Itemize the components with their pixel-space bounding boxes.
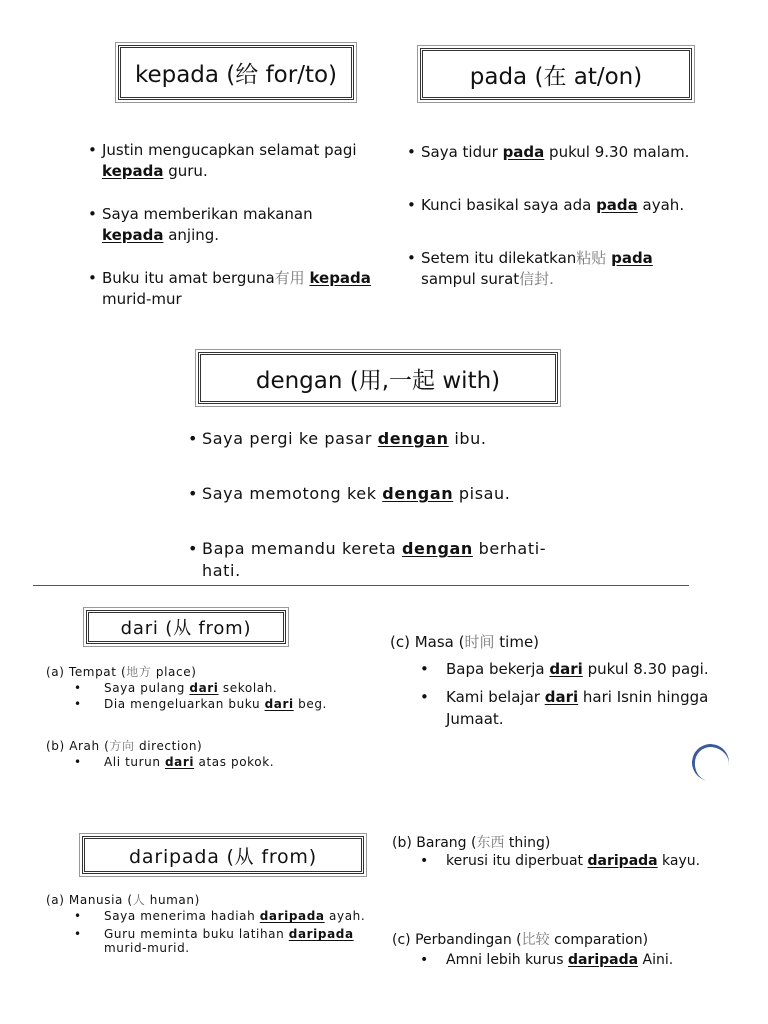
list-item: • Kami belajar dari hari Isnin hingga Jumaat. [420, 686, 710, 730]
keyword: kepada [102, 226, 164, 244]
keyword: pada [596, 196, 638, 214]
list-item: • Bapa memandu kereta dengan berhati-hati. [188, 538, 548, 582]
dari-arah-list [46, 755, 376, 769]
keyword: daripada [259, 909, 325, 923]
list-item: • Saya tidur pada pukul 9.30 malam. [407, 142, 707, 163]
keyword: kepada [102, 162, 164, 180]
list-item: • Guru meminta buku latihan daripada murid-murid. [74, 927, 376, 955]
daripada-barang-list [420, 852, 720, 871]
list-item: • kerusi itu diperbuat daripada kayu. [420, 852, 720, 871]
keyword: daripada [587, 853, 658, 869]
daripada-manusia-heading: (a) Manusia (人 human) [46, 893, 200, 907]
keyword: dari [189, 681, 219, 695]
dengan-title: dengan (用,一起 with) [255, 367, 501, 394]
daripada-perbandingan-list [420, 951, 740, 970]
dari-arah-heading: (b) Arah (方向 direction) [46, 739, 203, 753]
daripada-barang-heading: (b) Barang (东西 thing) [392, 835, 551, 851]
list-item: • Saya menerima hadiah daripada ayah. [74, 909, 376, 923]
keyword: dari [164, 755, 195, 769]
keyword: dari [544, 688, 579, 706]
daripada-manusia-list [46, 909, 376, 955]
list-item: • Amni lebih kurus daripada Aini. [420, 951, 740, 970]
daripada-title: daripada (从 from) [129, 845, 317, 868]
dari-tempat-list [46, 681, 376, 711]
pada-title: pada (在 at/on) [469, 63, 643, 90]
keyword: dari [549, 660, 583, 678]
keyword: dari [264, 697, 294, 711]
keyword: dengan [401, 539, 473, 558]
dengan-list [188, 428, 548, 582]
list-item: • Dia mengeluarkan buku dari beg. [74, 697, 376, 711]
kepada-list [88, 140, 378, 310]
list-item: • Setem itu dilekatkan粘贴 pada sampul surat信封. [407, 248, 707, 290]
list-item: • Bapa bekerja dari pukul 8.30 pagi. [420, 658, 710, 680]
dari-title-box [86, 610, 286, 644]
decorative-curve-icon [689, 741, 732, 784]
dari-masa-heading: (c) Masa (时间 time) [390, 633, 540, 651]
keyword: dengan [377, 429, 449, 448]
list-item: • Saya memberikan makanan kepada anjing. [88, 204, 378, 246]
pada-list [407, 142, 707, 290]
dari-tempat-heading: (a) Tempat (地方 place) [46, 665, 197, 679]
keyword: pada [611, 249, 653, 267]
list-item: • Justin mengucapkan selamat pagi kepada guru. [88, 140, 378, 182]
list-item: • Kunci basikal saya ada pada ayah. [407, 195, 707, 216]
kepada-title: kepada (给 for/to) [134, 62, 338, 88]
keyword: daripada [567, 952, 639, 968]
keyword: dengan [382, 484, 454, 503]
dari-title: dari (从 from) [120, 618, 252, 639]
keyword: daripada [288, 927, 354, 941]
keyword: kepada [309, 269, 371, 287]
dari-masa-list [420, 658, 710, 730]
section-divider [33, 585, 689, 586]
daripada-title-box [82, 836, 364, 874]
list-item: • Saya pulang dari sekolah. [74, 681, 376, 695]
daripada-perbandingan-heading: (c) Perbandingan (比较 comparation) [392, 932, 649, 948]
list-item: • Saya pergi ke pasar dengan ibu. [188, 428, 548, 450]
list-item: • Ali turun dari atas pokok. [74, 755, 376, 769]
list-item: • Buku itu amat berguna有用 kepada murid-mur [88, 268, 378, 310]
list-item: • Saya memotong kek dengan pisau. [188, 483, 548, 505]
keyword: pada [502, 143, 545, 161]
pada-title-box [420, 48, 692, 100]
kepada-title-box [118, 45, 354, 100]
dengan-title-box [198, 352, 558, 404]
